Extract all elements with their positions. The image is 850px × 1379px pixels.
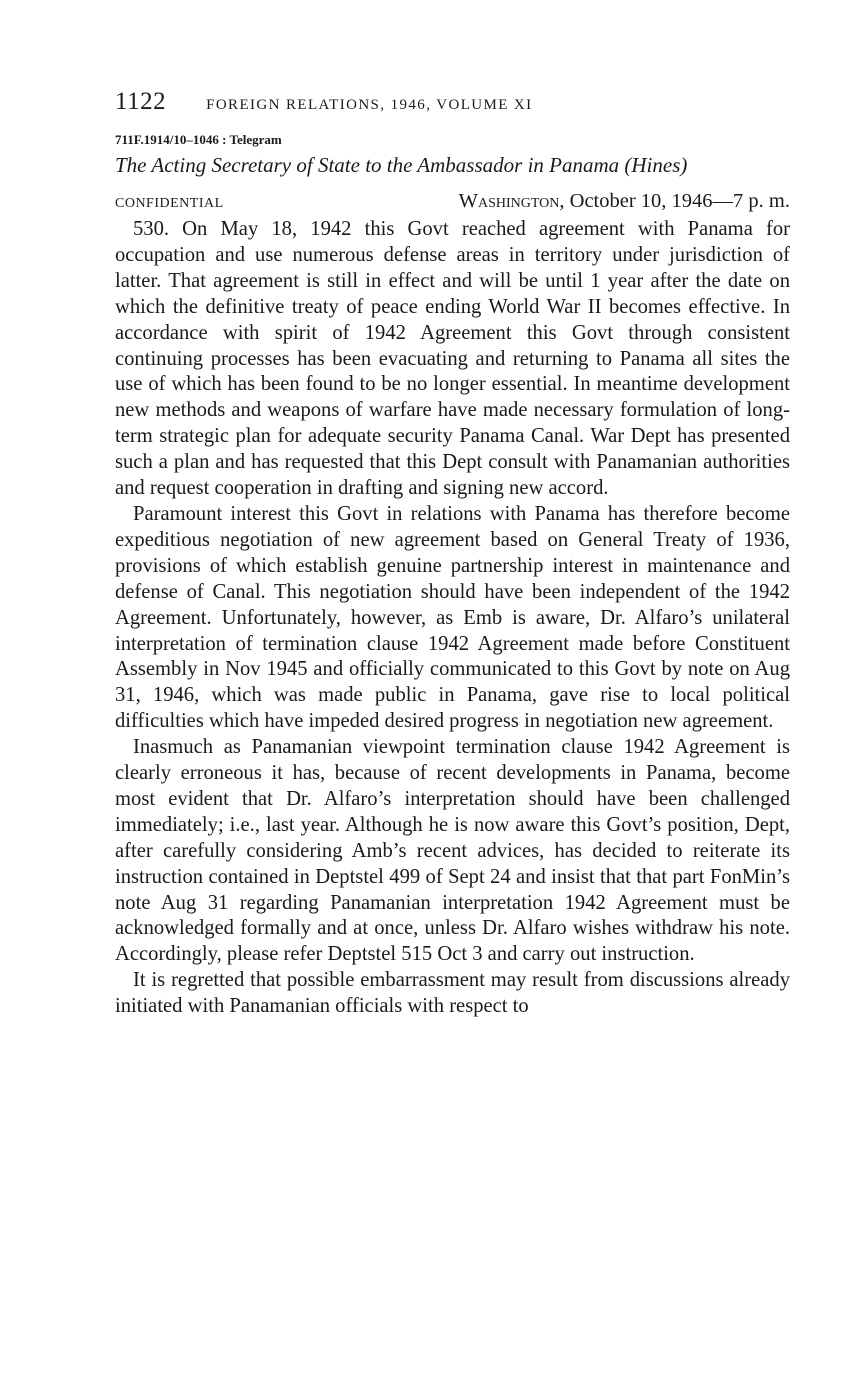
document-title: The Acting Secretary of State to the Ambassador in Panama (Hines) (115, 153, 688, 177)
running-header (115, 88, 790, 128)
page-number: 1122 (115, 88, 167, 115)
running-title: FOREIGN RELATIONS, 1946, VOLUME XI (206, 97, 533, 113)
date-and-place (459, 190, 790, 213)
document-page (115, 88, 790, 1020)
paragraph: It is regretted that possible embarrassment may result from discussions already initiated with Panamanian officials with respect to (115, 969, 790, 1018)
dateline-date: , October 10, 1946—7 p. m. (559, 190, 790, 212)
dateline (115, 190, 790, 217)
dateline-place: Washington (458, 190, 560, 212)
file-reference: 711F.1914/10–1046 : Telegram (115, 132, 282, 147)
paragraph: Inasmuch as Panamanian viewpoint termination clause 1942 Agreement is clearly erroneous it has, because of recent developments in Panama, become most evident that Dr. Alfaro’s interpretation should have been challenged immediately; i.e., last year. Although he is now aware this Govt’s position, Dept, after carefully considering Amb’s recent advices, has decided to reiterate its instruction contained in Deptstel 499 of Sept 24 and insist that that part FonMin’s note Aug 31 regarding Panamanian interpretation 1942 Agreement must be acknowledged formally and at once, unless Dr. Alfaro wishes withdraw his note. Accordingly, please refer Deptstel 515 Oct 3 and carry out instruction. (115, 736, 790, 966)
body-text (115, 217, 790, 1020)
classification-label: CONFIDENTIAL (115, 196, 224, 211)
paragraph: Paramount interest this Govt in relations with Panama has therefore become expeditious negotiation of new agreement based on General Treaty of 1936, provisions of which establish genuine partnership interest in maintenance and defense of Canal. This negotiation should have been independent of the 1942 Agreement. Unfortunately, however, as Emb is aware, Dr. Alfaro’s unilateral interpretation of termination clause 1942 Agreement made before Constituent Assembly in Nov 1945 and officially communicated to this Govt by note on Aug 31, 1946, which was made public in Panama, gave rise to local political difficulties which have impeded desired progress in negotiation new agreement. (115, 502, 790, 733)
paragraph: 530. On May 18, 1942 this Govt reached agreement with Panama for occupation and use numerous defense areas in territory under jurisdiction of latter. That agreement is still in effect and will be until 1 year after the date on which the definitive treaty of peace ending World War II becomes effective. In accordance with spirit of 1942 Agreement this Govt through consistent continuing processes has been evacuating and returning to Panama all sites the use of which has been found to be no longer essential. In meantime development new methods and weapons of warfare have made necessary formulation of long-term strategic plan for adequate security Panama Canal. War Dept has presented such a plan and has requested that this Dept consult with Panamanian authorities and request cooperation in drafting and signing new accord. (115, 218, 790, 500)
